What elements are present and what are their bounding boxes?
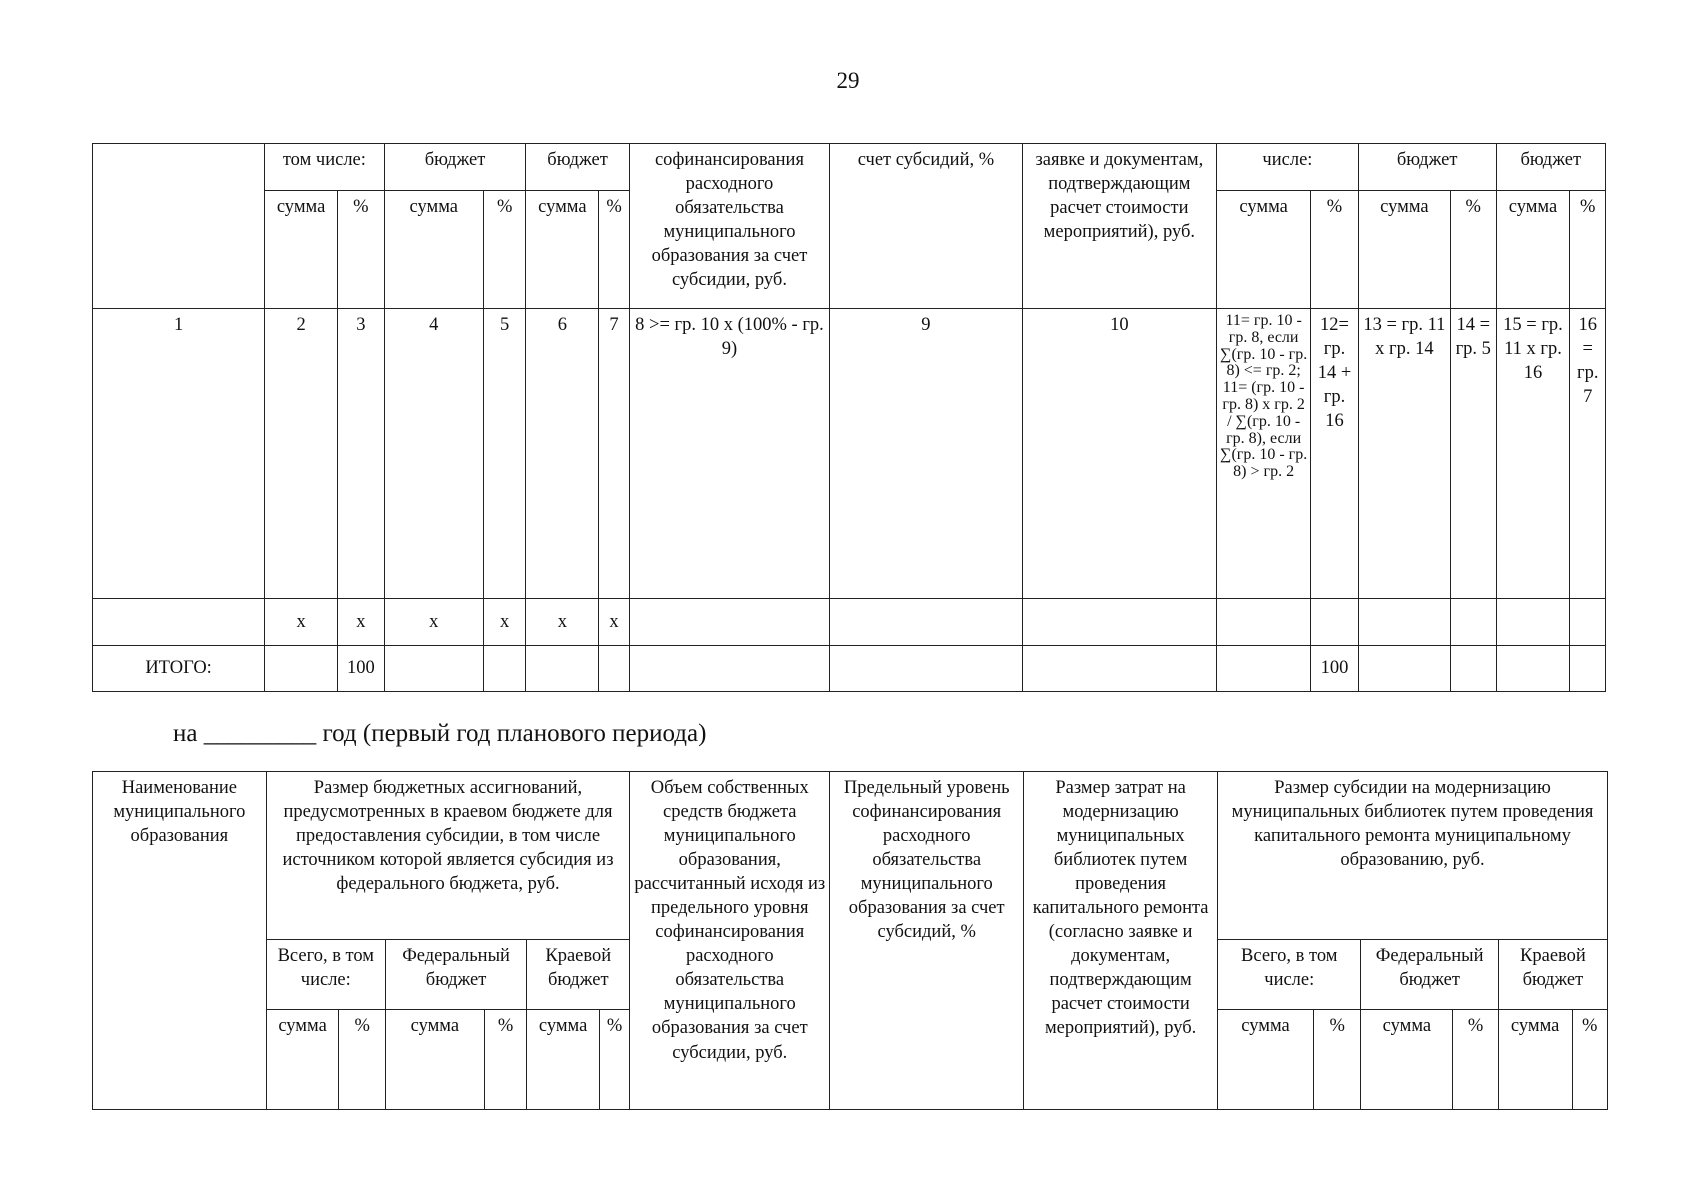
col-formula-cell: 12= гр. 14 + гр. 16 [1311, 309, 1359, 599]
col-formula-cell: 15 = гр. 11 x гр. 16 [1496, 309, 1570, 599]
total-percent-value: 100 [338, 646, 385, 692]
empty-cell [1496, 646, 1570, 692]
col-formula-cell: 14 = гр. 5 [1450, 309, 1496, 599]
header-cell: заявке и документам, подтверждающим расчет стоимости мероприятий), руб. [1022, 144, 1216, 309]
col-formula-cell: 11= гр. 10 - гр. 8, если ∑(гр. 10 - гр. 8) <= гр. 2; 11= (гр. 10 - гр. 8) x гр. 2 / ∑(гр. 10 - гр. 8), если ∑(гр. 10 - гр. 8) > гр. 2 [1217, 309, 1311, 599]
col-number-cell: 9 [830, 309, 1022, 599]
x-cell: x [599, 599, 629, 646]
total-percent-value: 100 [1311, 646, 1359, 692]
header-cell: Всего, в том числе: [1218, 940, 1361, 1010]
empty-cell [1358, 599, 1450, 646]
col-number-cell: 4 [384, 309, 483, 599]
empty-cell [1022, 599, 1216, 646]
col-number-cell: 1 [93, 309, 265, 599]
header-cell: софинансирования расходного обязательства муниципального образования за счет субсидии, руб. [629, 144, 830, 309]
top-header-row [93, 144, 1606, 191]
subheader-percent: % [1572, 1010, 1607, 1110]
empty-cell [1496, 599, 1570, 646]
subheader-summa: сумма [527, 1010, 600, 1110]
subheader-summa: сумма [1498, 1010, 1572, 1110]
subheader-summa: сумма [526, 191, 599, 309]
header-cell: Федеральный бюджет [1361, 940, 1498, 1010]
header-cell: бюджет [384, 144, 526, 191]
col-formula-cell: 8 >= гр. 10 x (100% - гр. 9) [629, 309, 830, 599]
header-cell: Федеральный бюджет [385, 940, 526, 1010]
empty-cell [526, 646, 599, 692]
empty-cell [1450, 646, 1496, 692]
x-cell: x [526, 599, 599, 646]
col-number-cell: 2 [265, 309, 338, 599]
heading-suffix: год (первый год планового периода) [322, 720, 707, 747]
x-cell: x [483, 599, 526, 646]
col-formula-cell: 16 = гр. 7 [1570, 309, 1606, 599]
header-cell: бюджет [1358, 144, 1496, 191]
subheader-percent: % [484, 1010, 526, 1110]
total-row [93, 646, 1606, 692]
col-formula-cell: 13 = гр. 11 x гр. 14 [1358, 309, 1450, 599]
subheader-summa: сумма [1218, 1010, 1314, 1110]
empty-cell [1570, 599, 1606, 646]
col-number-cell: 6 [526, 309, 599, 599]
total-label: ИТОГО: [93, 646, 265, 692]
x-row [93, 599, 1606, 646]
subheader-summa: сумма [385, 1010, 484, 1110]
bottom-table [92, 771, 1608, 1110]
subheader-percent: % [599, 1010, 629, 1110]
col-number-cell: 3 [338, 309, 385, 599]
subheader-percent: % [1311, 191, 1359, 309]
col-number-cell: 10 [1022, 309, 1216, 599]
bottom-header-row [93, 772, 1608, 940]
subheader-percent: % [1453, 1010, 1498, 1110]
subheader-summa: сумма [1361, 1010, 1453, 1110]
header-cell: Всего, в том числе: [266, 940, 385, 1010]
header-cell: числе: [1217, 144, 1359, 191]
empty-cell [629, 599, 830, 646]
empty-cell [830, 646, 1022, 692]
subheader-summa: сумма [1217, 191, 1311, 309]
subheader-percent: % [338, 191, 385, 309]
empty-cell [1311, 599, 1359, 646]
col-number-cell: 5 [483, 309, 526, 599]
header-cell: Краевой бюджет [527, 940, 630, 1010]
header-cell: Размер затрат на модернизацию муниципальных библиотек путем проведения капитального ремонта (согласно заявке и документам, подтверждающим расчет стоимости мероприятий), руб. [1024, 772, 1218, 1110]
empty-cell [1217, 599, 1311, 646]
header-cell: Наименование муниципального образования [93, 772, 267, 1110]
header-cell: Размер бюджетных ассигнований, предусмотренных в краевом бюджете для предоставления субсидии, в том числе источником которой является субсидия из федерального бюджета, руб. [266, 772, 630, 940]
header-cell: Размер субсидии на модернизацию муниципальных библиотек путем проведения капитального ремонта муниципальному образованию, руб. [1218, 772, 1608, 940]
empty-cell [1022, 646, 1216, 692]
subheader-percent: % [339, 1010, 385, 1110]
empty-cell [629, 646, 830, 692]
heading-blank: _________ [203, 720, 317, 747]
empty-cell [483, 646, 526, 692]
empty-cell [599, 646, 629, 692]
numbering-row [93, 309, 1606, 599]
empty-cell [1217, 646, 1311, 692]
empty-cell [830, 599, 1022, 646]
empty-cell [93, 599, 265, 646]
subheader-summa: сумма [1358, 191, 1450, 309]
top-table [92, 143, 1606, 692]
heading-prefix: на [173, 720, 198, 747]
header-cell: бюджет [1496, 144, 1605, 191]
empty-cell [265, 646, 338, 692]
empty-cell [1450, 599, 1496, 646]
subheader-summa: сумма [265, 191, 338, 309]
subheader-summa: сумма [1496, 191, 1570, 309]
page-number: 29 [836, 68, 860, 93]
header-cell: том числе: [265, 144, 385, 191]
header-cell: счет субсидий, % [830, 144, 1022, 309]
subheader-percent: % [1314, 1010, 1361, 1110]
subheader-percent: % [1570, 191, 1606, 309]
x-cell: x [338, 599, 385, 646]
empty-cell [1358, 646, 1450, 692]
empty-cell [384, 646, 483, 692]
subheader-summa: сумма [266, 1010, 339, 1110]
header-cell: бюджет [526, 144, 629, 191]
subheader-summa: сумма [384, 191, 483, 309]
header-empty-cell [93, 144, 265, 309]
col-number-cell: 7 [599, 309, 629, 599]
empty-cell [1570, 646, 1606, 692]
subheader-percent: % [1450, 191, 1496, 309]
header-cell: Краевой бюджет [1498, 940, 1607, 1010]
x-cell: x [265, 599, 338, 646]
x-cell: x [384, 599, 483, 646]
section-heading [173, 720, 706, 748]
subheader-percent: % [599, 191, 629, 309]
header-cell: Объем собственных средств бюджета муниципального образования, рассчитанный исходя из предельного уровня софинансирования расходного обязательства муниципального образования за счет субсидии, руб. [630, 772, 830, 1110]
header-cell: Предельный уровень софинансирования расходного обязательства муниципального образования за счет субсидий, % [830, 772, 1024, 1110]
subheader-percent: % [483, 191, 526, 309]
